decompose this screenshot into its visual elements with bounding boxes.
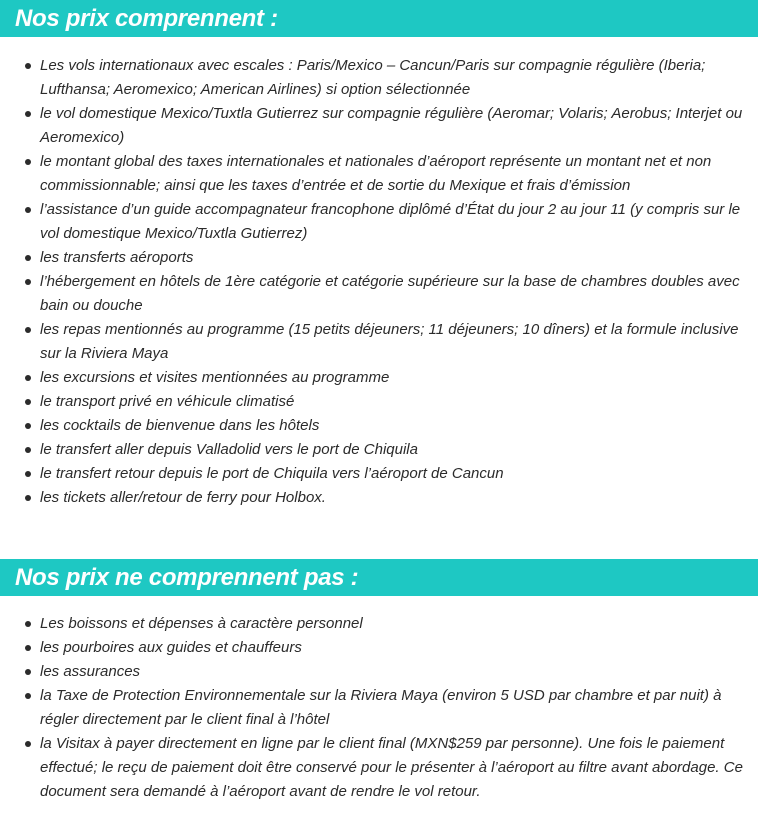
list-item-text: l’assistance d’un guide accompagnateur francophone diplômé d’État du jour 2 au jour 11 (y compris sur le vol domestique Mexico/Tuxtla Gutierrez)	[40, 201, 741, 242]
list-item	[0, 150, 758, 198]
list-item	[0, 414, 758, 438]
list-item	[0, 270, 758, 318]
bullet-icon	[25, 111, 31, 117]
list-item	[0, 366, 758, 390]
bullet-icon	[25, 495, 31, 501]
bullet-icon	[25, 741, 31, 747]
bullet-icon	[25, 207, 31, 213]
bullet-icon	[25, 471, 31, 477]
list-item-text: la Visitax à payer directement en ligne par le client final (MXN$259 par personne). Une fois le paiement effectué; le reçu de paiement doit être conservé pour le présenter à l’aéroport au filtre avant abordage. Ce document sera demandé à l’aéroport avant de rendre le vol retour.	[40, 735, 743, 800]
list-item-text: le vol domestique Mexico/Tuxtla Gutierrez sur compagnie régulière (Aeromar; Volaris; Aerobus; Interjet ou Aeromexico)	[40, 105, 743, 146]
list-item-text: les pourboires aux guides et chauffeurs	[40, 639, 302, 656]
list-item-text: la Taxe de Protection Environnementale sur la Riviera Maya (environ 5 USD par chambre et par nuit) à régler directement par le client final à l’hôtel	[40, 687, 722, 728]
list-item	[0, 486, 758, 510]
list-item-text: les cocktails de bienvenue dans les hôtels	[40, 417, 320, 434]
list-item-text: Les boissons et dépenses à caractère personnel	[40, 615, 363, 632]
bullet-icon	[25, 645, 31, 651]
list-item-text: l’hébergement en hôtels de 1ère catégorie et catégorie supérieure sur la base de chambres doubles avec bain ou douche	[40, 273, 740, 314]
list-item	[0, 612, 758, 636]
list-item-text: le transfert aller depuis Valladolid vers le port de Chiquila	[40, 441, 418, 458]
list-item	[0, 660, 758, 684]
includes-heading: Nos prix comprennent :	[0, 0, 758, 37]
list-item	[0, 390, 758, 414]
list-item	[0, 438, 758, 462]
list-item	[0, 198, 758, 246]
bullet-icon	[25, 621, 31, 627]
bullet-icon	[25, 63, 31, 69]
list-item	[0, 732, 758, 804]
list-item-text: les assurances	[40, 663, 141, 680]
list-item-text: Les vols internationaux avec escales : Paris/Mexico – Cancun/Paris sur compagnie régulière (Iberia; Lufthansa; Aeromexico; American Airlines) si option sélectionnée	[40, 57, 706, 98]
list-item	[0, 54, 758, 102]
excludes-list	[0, 612, 758, 804]
bullet-icon	[25, 669, 31, 675]
bullet-icon	[25, 447, 31, 453]
bullet-icon	[25, 693, 31, 699]
excludes-section	[0, 559, 758, 804]
bullet-icon	[25, 159, 31, 165]
list-item	[0, 636, 758, 660]
list-item	[0, 462, 758, 486]
list-item-text: les excursions et visites mentionnées au programme	[40, 369, 390, 386]
bullet-icon	[25, 327, 31, 333]
bullet-icon	[25, 423, 31, 429]
list-item	[0, 246, 758, 270]
list-item-text: le transfert retour depuis le port de Chiquila vers l’aéroport de Cancun	[40, 465, 504, 482]
list-item-text: les transferts aéroports	[40, 249, 194, 266]
bullet-icon	[25, 375, 31, 381]
list-item	[0, 684, 758, 732]
list-item	[0, 102, 758, 150]
includes-list	[0, 54, 758, 510]
bullet-icon	[25, 255, 31, 261]
list-item-text: le montant global des taxes internationales et nationales d’aéroport représente un montant net et non commissionnable; ainsi que les taxes d’entrée et de sortie du Mexique et frais d’émission	[40, 153, 712, 194]
excludes-heading: Nos prix ne comprennent pas :	[0, 559, 758, 596]
list-item-text: les tickets aller/retour de ferry pour Holbox.	[40, 489, 326, 506]
list-item	[0, 318, 758, 366]
list-item-text: le transport privé en véhicule climatisé	[40, 393, 295, 410]
list-item-text: les repas mentionnés au programme (15 petits déjeuners; 11 déjeuners; 10 dîners) et la formule inclusive sur la Riviera Maya	[40, 321, 739, 362]
bullet-icon	[25, 279, 31, 285]
bullet-icon	[25, 399, 31, 405]
